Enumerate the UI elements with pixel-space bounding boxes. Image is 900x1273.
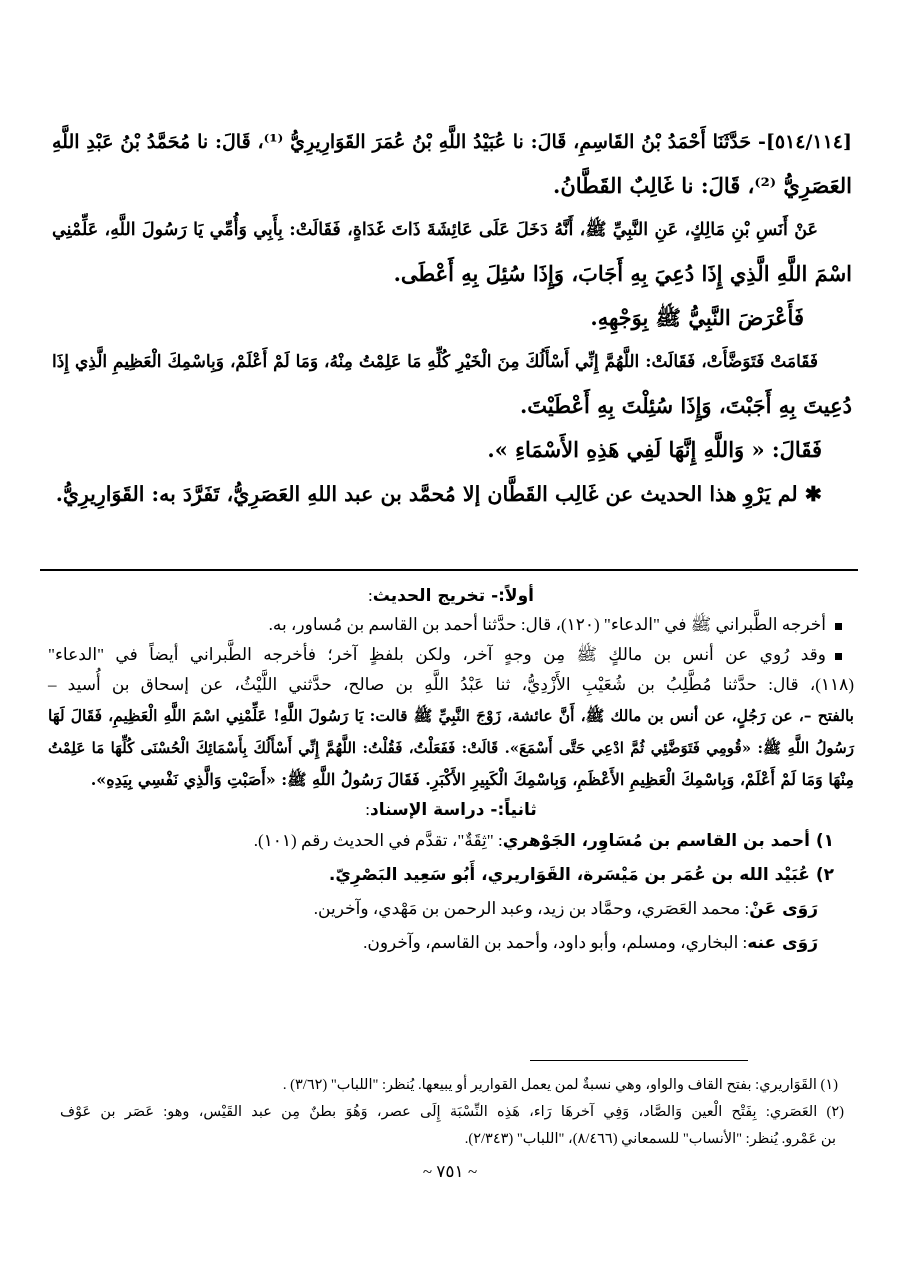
hadith-matn-line-4: فَقَامَتْ فَتَوَضَّأَتْ، فَقَالَتْ: اللَّهُمَّ إِنِّي أَسْأَلُكَ مِنَ الْخَيْرِ كُلِّهِ مَا عَلِمْتُ مِنْهُ، وَمَا لَمْ أَعْلَمْ، وَبِاسْمِكَ الْعَظِيمِ الَّذِي إِذَا (52, 352, 818, 372)
takhrij-bullet-1: أخرجه الطَّبراني ﷺ في "الدعاء" (١٢٠)، قال: حدَّثنا أحمد بن القاسم بن مُساور، به. (48, 610, 854, 640)
narrator-2-teachers: رَوَى عَنْ: محمد العَصَري، وحمَّاد بن زيد، وعبد الرحمن بن مَهْدي، وآخرين. (313, 899, 818, 919)
takhrij-bullet-2: وقد رُوي عن أنس بن مالكٍ ﷺ مِن وجهٍ آخر، ولكن بلفظٍ آخر؛ فأخرجه الطَّبراني أيضاً في "الدعاء" (48, 640, 854, 670)
isnad-heading: ثانياً:- دراسة الإسناد: (365, 800, 537, 820)
hadith-text (52, 120, 852, 516)
footnote-1: (١) القَوَاريري: بفتح القاف والواو، وهي نسبةٌ لمن يعمل القوارير أو يبيعها. يُنظر: "اللباب" (٣/٦٢) . (282, 1077, 838, 1093)
hadith-matn-line-1: عَنْ أَنَسِ بْنِ مَالِكٍ، عَنِ النَّبِيِّ ﷺ، أَنَّهُ دَخَلَ عَلَى عَائِشَةَ ذَاتَ غَدَاةٍ، فَقَالَتْ: بِأَبِي وَأُمِّي يَا رَسُولَ اللَّهِ، عَلِّمْنِي (52, 220, 818, 240)
hadith-isnad-line-1: [٥١٤/١١٤]- حَدَّثَنَا أَحْمَدُ بْنُ القَاسِمِ، قَالَ: نا عُبَيْدُ اللَّهِ بْنُ عُمَرَ القَوَارِيرِيُّ ⁽¹⁾، قَالَ: نا مُحَمَّدُ بْنُ عَبْدِ اللَّهِ (52, 131, 852, 153)
takhrij-bullet-2-line-2: (١١٨)، قال: حدَّثنا مُطَّلِبُ بن شُعَيْبِ الأَزْدِيُّ، ثنا عَبْدُ اللَّهِ بن صالح، حدَّثني اللَّيْثُ، عن إسحاق بن أُسيد – (48, 675, 854, 694)
takhrij-bullet-2-line-5: مِنْهَا وَمَا لَمْ أَعْلَمْ، وَبِاسْمِكَ الْعَظِيمِ الأَعْظَمِ، وَبِاسْمِكَ الْكَبِيرِ الأَكْبَرِ. فَقَالَ رَسُولُ اللَّهِ ﷺ: «أَصَبْتِ وَالَّذِي نَفْسِي بِيَدِهِ». (90, 770, 854, 789)
square-bullet-icon (835, 623, 842, 630)
takhrij-heading: أولاً:- تخريج الحديث: (368, 586, 534, 606)
hadith-note: ✱ لم يَرْوِ هذا الحديث عن غَالِب القَطَّان إلا مُحمَّد بن عبد اللهِ العَصَرِيُّ، تَفَرَّدَ به: القَوَارِيرِيُّ. (55, 482, 822, 506)
takhrij-bullet-2-line-3: بالفتح –، عن رَجُلٍ، عن أنس بن مالك ﷺ، أَنَّ عائشة، زَوْجَ النَّبِيِّ ﷺ قالت: يَا رَسُولَ اللَّهِ! عَلِّمْنِي اسْمَ اللَّهِ الْعَظِيمِ، فَقَالَ لَهَا (48, 706, 854, 725)
footnote-2-line-2: بن عَمْرو. يُنظر: "الأنساب" للسمعاني (٨/٤٦٦)، "اللباب" (٢/٣٤٣). (464, 1131, 836, 1147)
square-bullet-icon (835, 653, 842, 660)
footnote-2: (٢) العَصَري: بِفَتْح الْعين وَالصَّاد، وَفِي آخرهَا رَاء، هَذِه النِّسْبَة إِلَى عصر، وَهُوَ بطنٌ مِن عبد القَيْس، وهو: عَصَر بن عَوْف (60, 1104, 844, 1120)
page-number: ~ ٧٥١ ~ (422, 1162, 478, 1181)
hadith-matn-line-3: فَأَعْرَضَ النَّبِيُّ ﷺ بِوَجْهِهِ. (590, 305, 804, 330)
narrator-2-students: رَوَى عنه: البخاري، ومسلم، وأبو داود، وأحمد بن القاسم، وآخرون. (363, 933, 818, 953)
footnotes (60, 1072, 850, 1153)
section-divider (40, 569, 858, 571)
narrator-1: ١) أحمد بن القاسم بن مُسَاوِر، الجَوْهري: "ثِقَةٌ"، تقدَّم في الحديث رقم (١٠١). (253, 831, 834, 851)
commentary (48, 582, 854, 960)
footnote-divider (530, 1060, 748, 1061)
takhrij-bullet-2-line-4: رَسُولُ اللَّهِ ﷺ: «قُومِي فَتَوَضَّئِي ثُمَّ ادْعِي حَتَّى أَسْمَعَ». قَالَتْ: فَفَعَلْتُ، فَقُلْتُ: اللَّهُمَّ إِنِّي أَسْأَلُكَ بِأَسْمَائِكَ الْحُسْنَى كُلِّهَا مَا عَلِمْتُ (48, 739, 854, 757)
hadith-matn-line-6: فَقَالَ: « وَاللَّهِ إِنَّهَا لَفِي هَذِهِ الأَسْمَاءِ ». (487, 437, 822, 462)
hadith-isnad-line-2: العَصَرِيُّ ⁽²⁾، قَالَ: نا غَالِبٌ القَطَّانُ. (553, 173, 852, 198)
narrator-2: ٢) عُبَيْد الله بن عُمَر بن مَيْسَرة، القَوَاريري، أَبُو سَعِيد البَصْرِيّ. (328, 865, 834, 885)
hadith-matn-line-2: اسْمَ اللَّهِ الَّذِي إِذَا دُعِيَ بِهِ أَجَابَ، وَإِذَا سُئِلَ بِهِ أَعْطَى. (393, 261, 852, 286)
hadith-matn-line-5: دُعِيتَ بِهِ أَجَبْتَ، وَإِذَا سُئِلْتَ بِهِ أَعْطَيْتَ. (520, 393, 852, 418)
